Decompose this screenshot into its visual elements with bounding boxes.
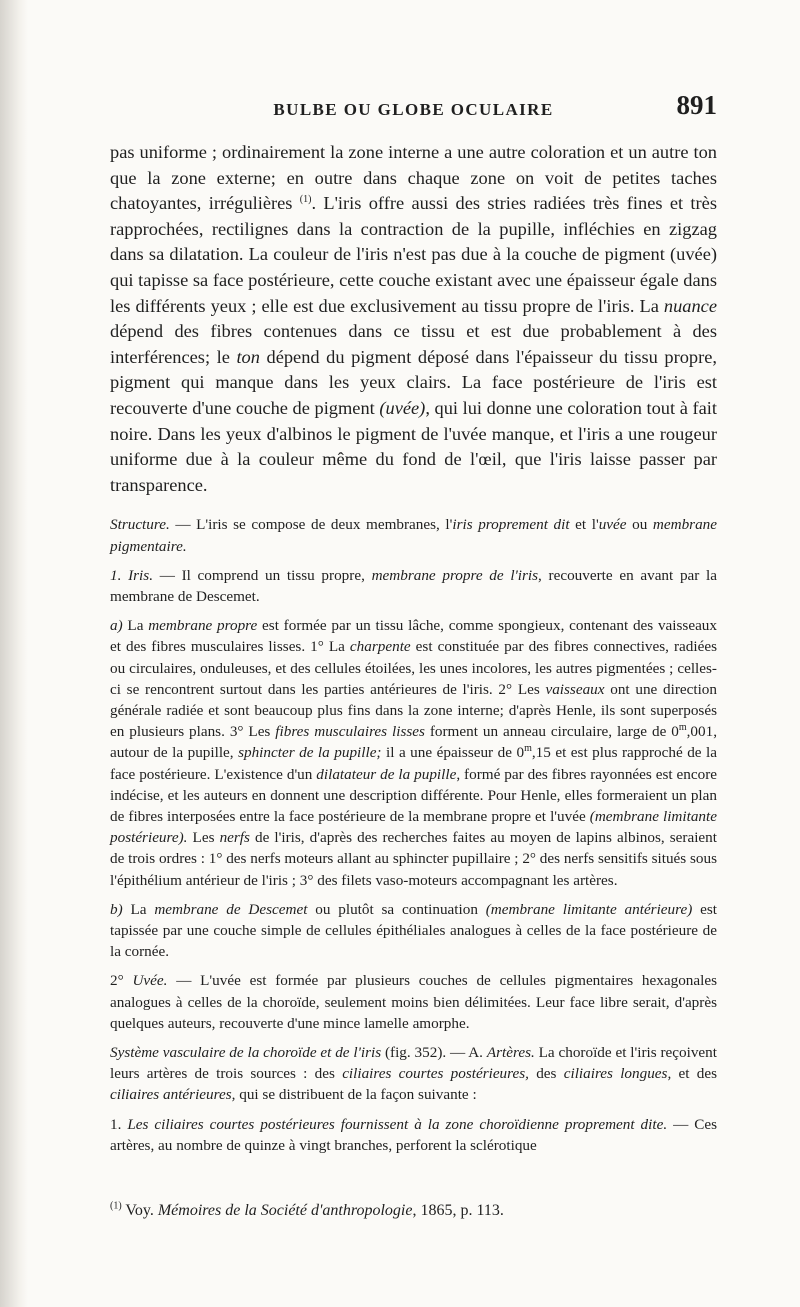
emphasis: sphincter de la pupille; [238,744,382,762]
text-segment: — Ces artères, au nombre de quinze à vingt branches, perforent la sclérotique [110,1115,718,1154]
text-segment: de l'iris, d'après des recherches faites au moyen de lapins albinos, seraient de trois ordres : 1° des nerfs moteurs allant au sphincter pupillaire ; 2° des nerfs sensitifs situés sous l'épithélium antérieur de l'iris ; 3° des filets vaso-moteurs accompagnant les artères. [110,829,717,889]
text-segment: pas uniforme ; ordinairement la zone interne a une autre coloration et un autre ton que la zone externe; en outre dans chaque zone on voit de petites taches chatoyantes, irrégulières [110,142,717,214]
text-segment: est tapissée par une couche simple de cellules épithéliales analogues à celles de la face postérieure de la cornée. [110,900,717,961]
text-segment: est constituée par des fibres connectives, radiées ou circulaires, onduleuses, et des cellules étoilées, les unes incolores, les autres pigmentées ; celles-ci se rencontrent surtout dans les parties antérieures de l'iris. 2° Les [110,638,717,698]
emphasis: (uvée) [379,397,426,418]
emphasis: charpente [349,638,411,656]
page-header [110,90,717,126]
item-marker: a) [110,617,123,635]
text-segment: qui se distribuent de la façon suivante : [235,1086,477,1104]
section-heading: Système vasculaire de la choroïde et de l'iris [110,1043,382,1061]
emphasis: (membrane limitante postérieure). [110,807,717,847]
text-segment: — L'uvée est formée par plusieurs couches de cellules pigmentaires hexagonales analogues à celles de la choroïde, seulement moins bien délimitées. Leur face libre serait, d'après quelques auteurs, recouverte d'une mince lamelle amorphe. [110,972,717,1032]
text-segment: ,15 et est plus rapproché de la face postérieure. L'existence d'un [110,744,717,783]
footnote [110,1201,717,1221]
text-segment: Les [187,829,220,847]
text-segment: 2° [110,972,133,990]
emphasis: iris proprement dit [452,516,570,534]
text-segment: , 1865, p. 113. [412,1202,504,1219]
text-segment: , recouverte en avant par la membrane de Descemet. [110,566,717,605]
footnote-reference: (1) [299,194,312,206]
emphasis: membrane propre [148,617,258,635]
text-segment: est formée par un tissu lâche, comme spongieux, contenant des vaisseaux et des fibres musculaires lisses. 1° La [110,617,717,656]
text-segment: dépend des fibres contenues dans ce tissu et est due probablement à des interférences; le [110,321,717,367]
text-segment: ou plutôt sa continuation [307,900,486,918]
body-text [110,140,717,1164]
text-segment: , formé par des fibres rayonnées est encore indécise, et les auteurs en donnent une description différente. Pour Henle, elles formeraient un plan de fibres interposées entre la face postérieure de la membrane propre et l'uvée [110,765,718,825]
emphasis: (membrane limitante antérieure) [485,900,693,918]
text-segment: forment un anneau circulaire, large de 0 [424,723,679,741]
vascular-system-paragraph [110,1042,717,1106]
emphasis: membrane de Descemet [154,900,308,918]
emphasis: ciliaires courtes postérieures, [342,1065,529,1083]
text-segment: des [528,1065,564,1083]
lead-paragraph [110,140,717,498]
iris-paragraph [110,565,717,607]
emphasis: membrane propre de l'iris [371,566,539,584]
emphasis: Artères. [486,1043,535,1061]
structure-paragraph [110,514,717,556]
text-segment: et des [671,1065,717,1083]
text-segment: La [122,617,149,635]
text-segment: — L'iris se compose de deux membranes, l' [169,516,453,534]
running-title: BULBE OU GLOBE OCULAIRE [273,100,554,119]
text-segment: La choroïde et l'iris reçoivent leurs artères de trois sources : des [110,1043,717,1083]
emphasis: nuance [663,295,717,316]
text-segment: ,001, autour de la pupille, [110,723,717,762]
emphasis: Mémoires de la Société d'anthropologie [157,1202,413,1219]
emphasis: ciliaires longues, [563,1065,672,1083]
section-heading: Uvée. [132,972,168,990]
emphasis: membrane pigmentaire. [110,516,717,555]
footnote-marker: (1) [110,1200,122,1212]
uvee-paragraph [110,970,717,1034]
ciliaires-paragraph [110,1114,717,1156]
membrane-propre-paragraph [110,615,717,891]
emphasis: dilatateur de la pupille [316,765,457,783]
section-heading: 1. Iris. [110,566,153,584]
text-segment: Voy. [121,1202,158,1219]
emphasis: ton [236,346,260,367]
emphasis: Les ciliaires courtes postérieures fournissent à la zone choroïdienne proprement dite. [127,1115,668,1133]
text-segment: ou [626,516,653,534]
text-segment: il a une épaisseur de 0 [381,744,525,762]
page-number: 891 [676,90,717,120]
emphasis: uvée [598,516,627,534]
emphasis: vaisseaux [545,680,605,698]
text-segment: , qui lui donne une coloration tout à fait noire. Dans les yeux d'albinos le pigment de l'uvée manque, et l'iris a une rougeur uniforme due à la couleur même du fond de l'œil, que l'iris laisse passer par transparence. [110,397,717,495]
emphasis: nerfs [219,829,250,847]
descemet-paragraph [110,899,717,963]
text-segment: (fig. 352). — A. [381,1043,487,1061]
page-edge-shadow [0,0,28,1307]
text-segment: dépend du pigment déposé dans l'épaisseur du tissu propre, pigment qui manque dans les yeux clairs. La face postérieure de l'iris est recouverte d'une couche de pigment [110,346,717,418]
text-segment: et l' [569,516,599,534]
emphasis: ciliaires antérieures, [110,1086,236,1104]
text-segment: 1. [110,1115,128,1133]
emphasis: fibres musculaires lisses [275,723,425,741]
text-segment: — Il comprend un tissu propre, [153,566,372,584]
item-marker: b) [110,900,123,918]
text-segment: La [122,900,155,918]
text-segment: . L'iris offre aussi des stries radiées très fines et très rapprochées, rectilignes dans la contraction de la pupille, infléchies en zigzag dans sa dilatation. La couleur de l'iris n'est pas due à la couche de pigment (uvée) qui tapisse sa face postérieure, cette couche existant avec une épaisseur égale dans les différents yeux ; elle est due exclusivement au tissu propre de l'iris. La [110,193,717,316]
text-segment: ont une direction générale radiée et sont beaucoup plus fins dans la zone interne; d'après Henle, ils sont superposés en plusieurs plans. 3° Les [110,680,717,741]
unit-superscript: m [678,722,687,734]
unit-superscript: m [524,743,532,755]
section-heading: Structure. [110,516,170,534]
